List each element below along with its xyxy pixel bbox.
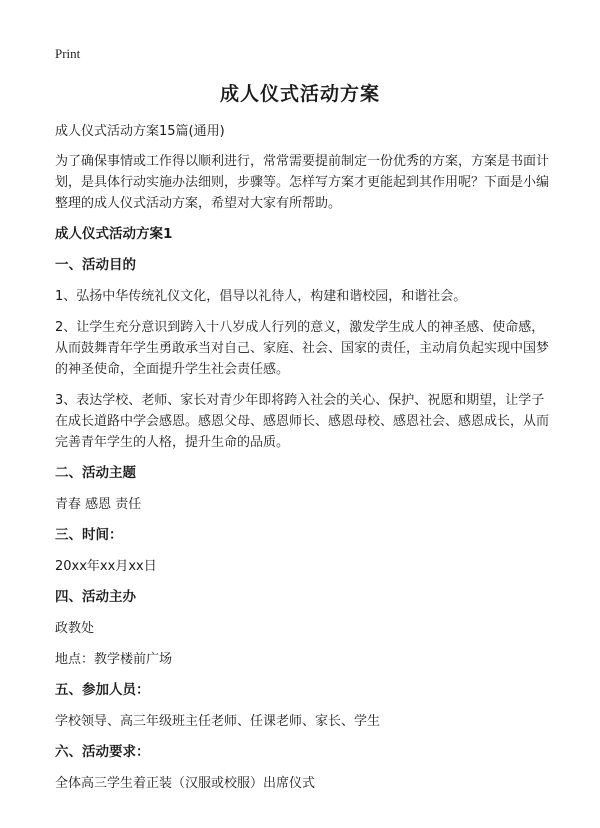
section-heading-theme: 二、活动主题 [55, 465, 136, 481]
section-heading-requirements: 六、活动要求： [55, 744, 150, 760]
requirements-text: 全体高三学生着正装（汉服或校服）出席仪式 [55, 776, 316, 791]
page-title: 成人仪式活动方案 [219, 83, 380, 105]
section-heading-participants: 五、参加人员： [55, 682, 150, 698]
purpose-item: 1、弘扬中华传统礼仪文化，倡导以礼待人，构建和谐校园，和谐社会。 [55, 289, 467, 304]
article-subtitle: 成人仪式活动方案15篇(通用) [55, 124, 225, 139]
location-text: 地点：教学楼前广场 [55, 652, 173, 667]
purpose-item: 2、让学生充分意识到跨入十八岁成人行列的意义，激发学生成人的神圣感、使命感，从而鼓舞青年学生勇敢承当对自己、家庭、社会、国家的责任，主动肩负起实现中国梦的神圣使命，全面提升学生社会责任感。 [55, 320, 550, 377]
organizer-text: 政教处 [55, 621, 95, 636]
participants-text: 学校领导、高三年级班主任老师、任课老师、家长、学生 [55, 714, 381, 729]
section-heading-purpose: 一、活动目的 [55, 257, 136, 273]
print-link[interactable]: Print [55, 46, 81, 61]
plan-heading: 成人仪式活动方案1 [55, 226, 173, 242]
article-body [55, 121, 555, 804]
intro-paragraph: 为了确保事情或工作得以顺利进行，常常需要提前制定一份优秀的方案，方案是书面计划，是具体行动实施办法细则，步骤等。怎样写方案才更能起到其作用呢？下面是小编整理的成人仪式活动方案，希望对大家有所帮助。 [55, 154, 550, 211]
theme-text: 青春 感恩 责任 [55, 497, 142, 512]
section-heading-organizer: 四、活动主办 [55, 589, 136, 605]
section-heading-time: 三、时间： [55, 527, 123, 543]
time-text: 20xx年xx月xx日 [55, 559, 157, 574]
purpose-item: 3、表达学校、老师、家长对青少年即将跨入社会的关心、保护、祝愿和期望，让学子在成长道路中学会感恩。感恩父母、感恩师长、感恩母校、感恩社会、感恩成长，从而完善青年学生的人格，提升生命的品质。 [55, 393, 550, 450]
